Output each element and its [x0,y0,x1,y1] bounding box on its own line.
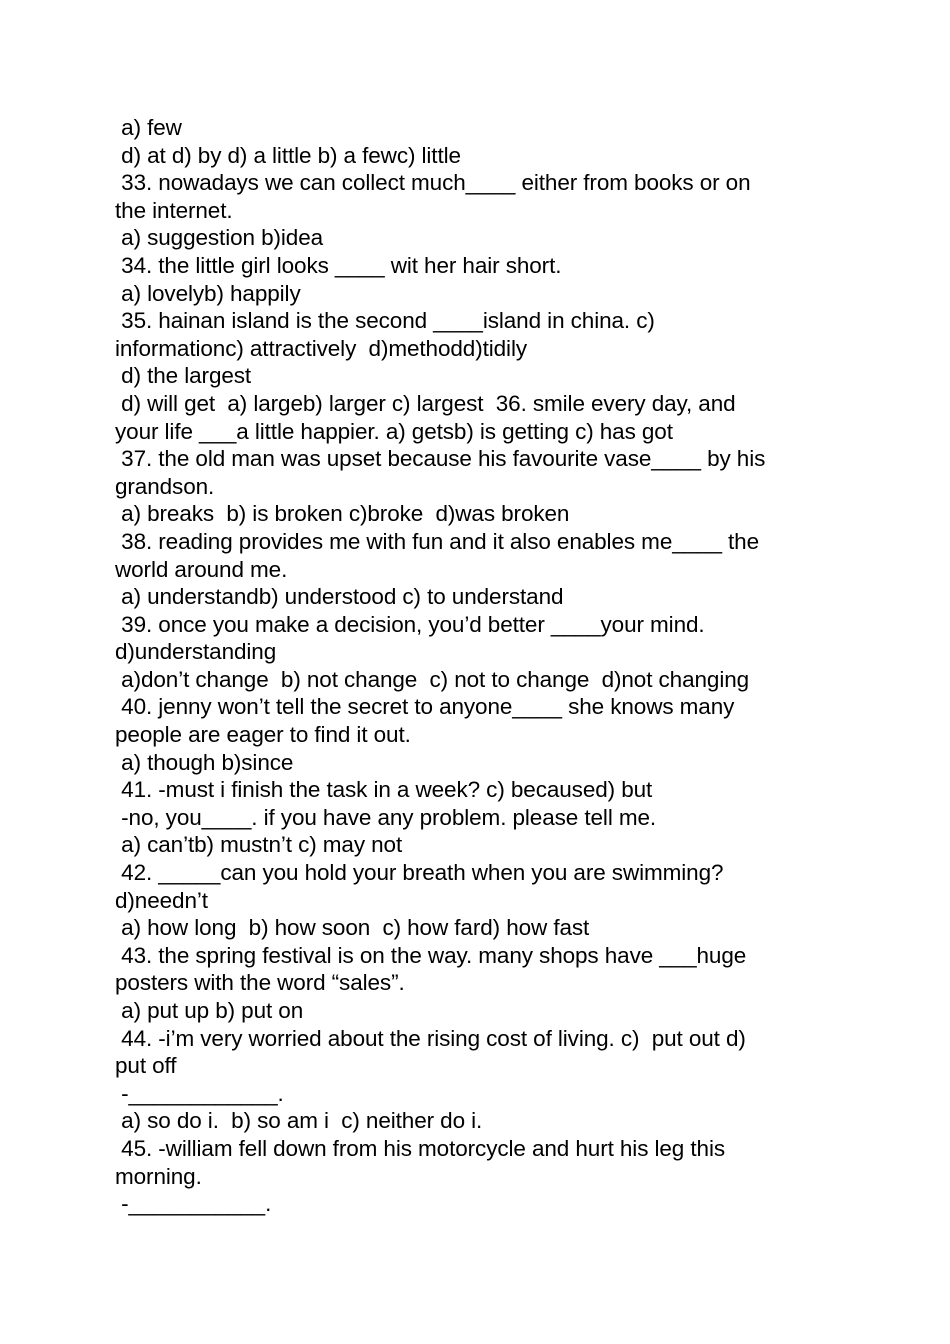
question-44: 44. -i’m very worried about the rising cost of living. c) put out d) [115,1025,746,1051]
text-line: a) put up b) put on [115,998,304,1023]
text-line: a) can’tb) mustn’t c) may not [115,832,403,858]
question-40: 40. jenny won’t tell the secret to anyone____ she knows many [115,694,735,720]
question-34: 34. the little girl looks ____ wit her hair short. [115,252,562,278]
text-line: d)needn’t [115,887,208,913]
question-37: 37. the old man was upset because his favourite vase____ by his [115,446,766,472]
question-41: 41. -must i finish the task in a week? c) becaused) but [115,777,653,803]
question-36: d) will get a) largeb) larger c) largest 36. smile every day, and [115,390,736,416]
text-line: a) how long b) how soon c) how fard) how fast [115,915,590,941]
text-line: your life ___a little happier. a) getsb) is getting c) has got [115,418,673,444]
worksheet-page [115,114,835,1218]
text-line: informationc) attractively d)methodd)tidily [115,335,528,361]
text-line: people are eager to find it out. [115,722,411,748]
text-line: a)don’t change b) not change c) not to change d)not changing [115,666,750,692]
text-line: a) so do i. b) so am i c) neither do i. [115,1108,483,1134]
text-line: grandson. [115,473,215,499]
text-line: morning. [115,1163,202,1189]
text-line: a) few [115,115,182,140]
question-38: 38. reading provides me with fun and it also enables me____ the [115,528,760,554]
question-45: 45. -william fell down from his motorcycle and hurt his leg this [115,1135,725,1161]
text-line: d) at d) by d) a little b) a fewc) little [115,142,461,168]
text-line: d)understanding [115,639,277,665]
text-line: -___________. [115,1191,272,1217]
question-39: 39. once you make a decision, you’d better ____your mind. [115,611,705,637]
question-43: 43. the spring festival is on the way. many shops have ___huge [115,942,747,968]
text-line: a) lovelyb) happily [115,280,301,306]
question-33: 33. nowadays we can collect much____ either from books or on [115,170,751,196]
text-line: -no, you____. if you have any problem. please tell me. [115,804,657,830]
text-line: a) though b)since [115,749,294,775]
text-line: put off [115,1053,177,1079]
text-line: -____________. [115,1080,284,1106]
text-line: d) the largest [115,363,252,389]
text-line: a) breaks b) is broken c)broke d)was broken [115,501,570,527]
text-line: the internet. [115,197,233,223]
text-line: posters with the word “sales”. [115,970,405,996]
question-35: 35. hainan island is the second ____island in china. c) [115,308,655,334]
text-line: a) understandb) understood c) to understand [115,584,564,610]
question-42: 42. _____can you hold your breath when you are swimming? [115,860,724,886]
text-line: world around me. [115,556,288,582]
text-line: a) suggestion b)idea [115,225,324,251]
